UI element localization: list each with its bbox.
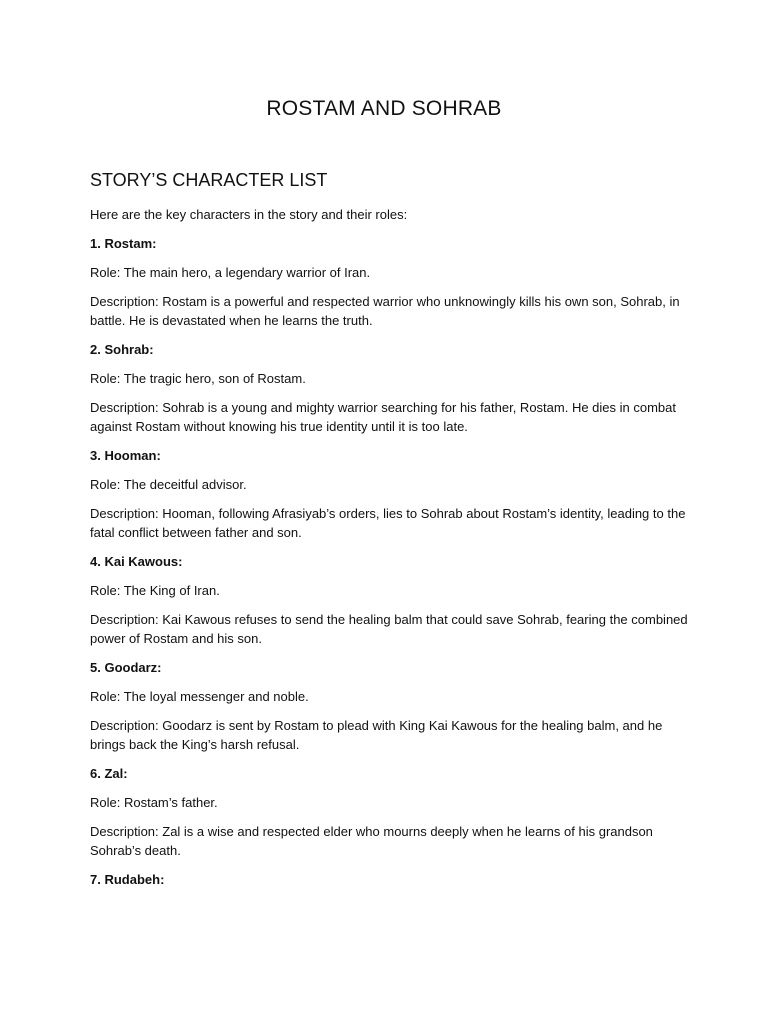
character-role-rostam: Role: The main hero, a legendary warrior of Iran. bbox=[90, 265, 371, 280]
character-description-rostam: Description: Rostam is a powerful and respected warrior who unknowingly kills his own son, Sohrab, in battle. He is devastated when he learns the truth. bbox=[90, 294, 680, 328]
character-role-kai-kawous: Role: The King of Iran. bbox=[90, 583, 220, 598]
character-description-kai-kawous: Description: Kai Kawous refuses to send the healing balm that could save Sohrab, fearing the combined power of Rostam and his son. bbox=[90, 612, 688, 646]
character-heading-goodarz: 5. Goodarz: bbox=[90, 660, 162, 675]
character-role-zal: Role: Rostam’s father. bbox=[90, 795, 218, 810]
character-heading-kai-kawous: 4. Kai Kawous: bbox=[90, 554, 183, 569]
character-description-zal: Description: Zal is a wise and respected elder who mourns deeply when he learns of his grandson Sohrab’s death. bbox=[90, 824, 653, 858]
document-title: ROSTAM AND SOHRAB bbox=[266, 97, 502, 120]
character-description-goodarz: Description: Goodarz is sent by Rostam to plead with King Kai Kawous for the healing balm, and he brings back the King’s harsh refusal. bbox=[90, 718, 663, 752]
character-heading-zal: 6. Zal: bbox=[90, 766, 128, 781]
character-description-hooman: Description: Hooman, following Afrasiyab’s orders, lies to Sohrab about Rostam’s identity, leading to the fatal conflict between father and son. bbox=[90, 506, 686, 540]
intro-paragraph: Here are the key characters in the story and their roles: bbox=[90, 207, 408, 222]
character-heading-rudabeh: 7. Rudabeh: bbox=[90, 872, 165, 887]
character-role-sohrab: Role: The tragic hero, son of Rostam. bbox=[90, 371, 306, 386]
character-role-goodarz: Role: The loyal messenger and noble. bbox=[90, 689, 309, 704]
section-title: STORY’S CHARACTER LIST bbox=[90, 170, 328, 190]
character-heading-sohrab: 2. Sohrab: bbox=[90, 342, 154, 357]
character-role-hooman: Role: The deceitful advisor. bbox=[90, 477, 247, 492]
character-heading-rostam: 1. Rostam: bbox=[90, 236, 157, 251]
character-description-sohrab: Description: Sohrab is a young and mighty warrior searching for his father, Rostam. He dies in combat against Rostam without knowing his true identity until it is too late. bbox=[90, 400, 676, 434]
document-body bbox=[90, 205, 690, 899]
character-heading-hooman: 3. Hooman: bbox=[90, 448, 161, 463]
